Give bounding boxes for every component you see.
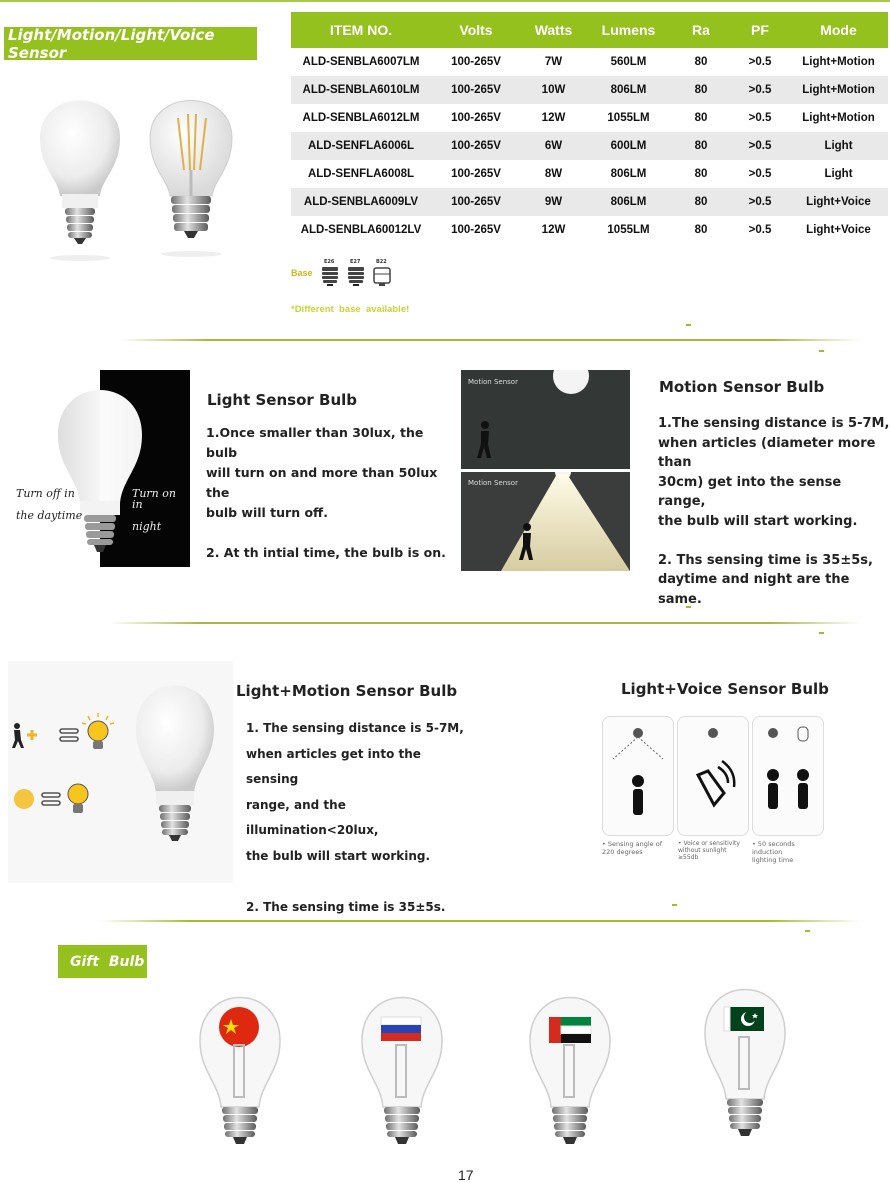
table-row <box>291 160 888 188</box>
col-ra: Ra <box>671 12 731 48</box>
cell-volts: 100-265V <box>451 56 501 68</box>
base-type-label: E27 <box>350 259 361 265</box>
light-motion-photo <box>8 661 233 883</box>
spec-table-header <box>291 12 888 48</box>
cell-volts: 100-265V <box>451 168 501 180</box>
cell-watts: 10W <box>521 76 586 104</box>
gift-bulb-label: Gift Bulb <box>58 945 147 978</box>
cell-volts: 100-265V <box>431 132 521 160</box>
base-type-label: E26 <box>324 259 335 265</box>
light-sensor-photo <box>10 370 190 567</box>
cell-lumens: 560LM <box>610 56 647 68</box>
base-icons <box>316 259 396 289</box>
caption-angle: • Sensing angle of 220 degrees <box>602 840 663 856</box>
night-caption: Turn on in night <box>132 487 176 533</box>
category-label: Light/Motion/Light/Voice Sensor <box>4 27 257 60</box>
speaker-icon <box>684 723 742 823</box>
col-item-no: ITEM NO. <box>291 12 431 48</box>
cell-ra: 80 <box>671 132 731 160</box>
cell-watts: 12W <box>541 224 566 236</box>
person-icon <box>475 420 495 460</box>
table-row <box>291 216 888 244</box>
col-volts: Volts <box>431 12 521 48</box>
cell-ra: 80 <box>694 112 708 124</box>
cell-ra: 80 <box>694 168 708 180</box>
table-row <box>291 132 888 160</box>
col-lumens: Lumens <box>586 12 671 48</box>
panel-angle <box>602 716 674 836</box>
cell-ra: 80 <box>671 76 731 104</box>
china-flag-bulb <box>195 983 285 1153</box>
cell-item: ALD-SENBLA6010LM <box>291 76 431 104</box>
divider-accent <box>805 930 810 932</box>
cell-mode: Light <box>789 132 888 160</box>
table-row <box>291 76 888 104</box>
cell-lumens: 600LM <box>586 132 671 160</box>
cell-watts: 8W <box>544 168 563 180</box>
light-sensor-text: 1.Once smaller than 30lux, the bulb will turn on and more than 50lux the bulb will turn off. 2. At th intial time, the bulb is on. <box>206 425 446 560</box>
cell-lumens: 1055LM <box>607 112 650 124</box>
cell-item: ALD-SENFLA6006L <box>291 132 431 160</box>
cell-ra: 80 <box>694 56 708 68</box>
cell-item: ALD-SENFLA6008L <box>307 168 415 180</box>
cell-watts: 7W <box>544 56 563 68</box>
cell-pf: >0.5 <box>731 132 789 160</box>
section-divider <box>120 339 860 341</box>
base-note: *Different base available! <box>291 304 410 315</box>
cell-pf: >0.5 <box>748 168 772 180</box>
light-sensor-title: Light Sensor Bulb <box>207 391 358 409</box>
cell-ra: 80 <box>671 188 731 216</box>
cell-watts: 12W <box>541 112 566 124</box>
e26-base-icon <box>320 266 340 286</box>
spec-table <box>291 12 888 244</box>
cell-volts: 100-265V <box>431 76 521 104</box>
cell-pf: >0.5 <box>731 76 789 104</box>
motion-image-label-top: Motion Sensor <box>468 378 518 386</box>
col-pf: PF <box>731 12 789 48</box>
cell-mode: Light+Motion <box>802 56 875 68</box>
panel-induction <box>752 716 824 836</box>
light-motion-text: 1. The sensing distance is 5-7M, when articles get into the sensing range, and the illumination<20lux, the bulb will start working. 2. The sensing time is 35±5s. <box>246 721 464 914</box>
person-icon <box>517 522 537 562</box>
cell-item: ALD-SENBLA60012LV <box>300 224 422 236</box>
motion-image-label-bottom: Motion Sensor <box>468 479 518 487</box>
motion-sensor-photo <box>461 370 630 571</box>
motion-plus-moon-equals-bulb-icon <box>10 713 118 753</box>
sun-equals-bulb-icon <box>12 781 102 817</box>
light-voice-title: Light+Voice Sensor Bulb <box>621 680 829 698</box>
product-photo-bulbs <box>20 78 270 268</box>
gift-bulbs-row <box>195 983 885 1153</box>
panel-voice <box>677 716 749 836</box>
cell-pf: >0.5 <box>748 112 772 124</box>
b22-base-icon <box>372 266 392 286</box>
cell-mode: Light+Motion <box>789 76 888 104</box>
uae-flag-bulb <box>525 983 615 1153</box>
e27-base-icon <box>346 266 366 286</box>
motion-sensor-text: 1.The sensing distance is 5-7M, when articles (diameter more than 30cm) get into the sense range, the bulb will start working. 2. Ths sensing time is 35±5s, daytime and night are the same. <box>658 416 890 607</box>
light-voice-diagram <box>600 714 825 864</box>
divider-accent <box>686 324 691 326</box>
section-divider <box>110 622 860 624</box>
cell-lumens: 806LM <box>610 168 647 180</box>
divider-accent <box>686 606 691 608</box>
table-row <box>291 48 888 76</box>
half-lit-bulb-icon <box>50 375 150 565</box>
russia-flag-bulb <box>357 983 447 1153</box>
cell-pf: >0.5 <box>748 224 772 236</box>
page-number: 17 <box>458 1167 474 1183</box>
divider-accent <box>672 904 677 906</box>
section-divider <box>100 920 860 922</box>
cell-volts: 100-265V <box>431 188 521 216</box>
sensor-angle-icon <box>609 723 667 823</box>
cell-volts: 100-265V <box>451 112 501 124</box>
cell-watts: 6W <box>521 132 586 160</box>
daytime-caption: Turn off in the daytime <box>16 487 83 522</box>
cell-lumens: 1055LM <box>607 224 650 236</box>
white-bulb-icon <box>130 671 220 851</box>
cell-lumens: 806LM <box>586 188 671 216</box>
divider-accent <box>819 632 824 634</box>
cell-watts: 9W <box>521 188 586 216</box>
cell-lumens: 806LM <box>586 76 671 104</box>
cell-ra: 80 <box>694 224 708 236</box>
cell-volts: 100-265V <box>451 224 501 236</box>
cell-item: ALD-SENBLA6007LM <box>302 56 420 68</box>
top-rule <box>0 0 890 2</box>
motion-sensor-title: Motion Sensor Bulb <box>659 378 825 396</box>
base-type-label: B22 <box>376 259 387 265</box>
table-row <box>291 104 888 132</box>
caption-induction: • 50 seconds induction lighting time <box>752 840 795 864</box>
cell-item: ALD-SENBLA6012LM <box>302 112 420 124</box>
cell-mode: Light+Voice <box>789 188 888 216</box>
cell-pf: >0.5 <box>748 56 772 68</box>
divider-accent <box>819 350 824 352</box>
two-person-icon <box>759 723 817 823</box>
cell-item: ALD-SENBLA6009LV <box>291 188 431 216</box>
table-row <box>291 188 888 216</box>
caption-voice: • Voice or sensitivity without sunlight ≥55db <box>678 840 740 861</box>
base-label: Base <box>291 268 313 278</box>
col-watts: Watts <box>521 12 586 48</box>
light-motion-title: Light+Motion Sensor Bulb <box>236 682 458 700</box>
cell-mode: Light+Voice <box>806 224 871 236</box>
cell-pf: >0.5 <box>731 188 789 216</box>
col-mode: Mode <box>789 12 888 48</box>
cell-mode: Light+Motion <box>802 112 875 124</box>
cell-mode: Light <box>824 168 853 180</box>
pakistan-flag-bulb <box>700 975 790 1145</box>
